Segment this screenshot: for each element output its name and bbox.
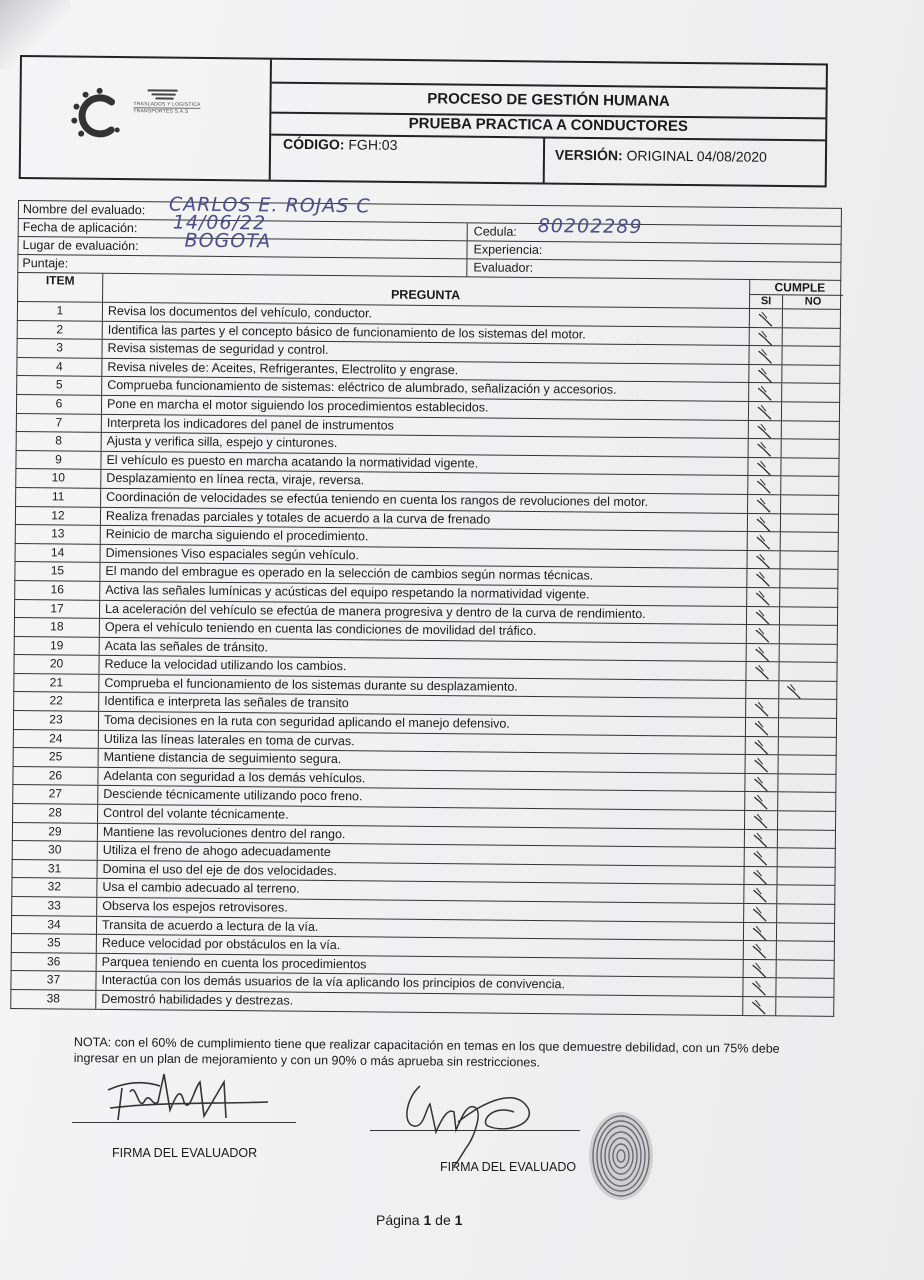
si-cell[interactable]: [744, 811, 778, 829]
item-number: 20: [14, 655, 99, 673]
item-number: 13: [16, 525, 101, 543]
document-title: PRUEBA PRACTICA A CONDUCTORES: [271, 112, 825, 142]
question-text: Activa las señales lumínicas y acústicas del equipo respetando la normatividad vigente.: [105, 582, 590, 602]
no-cell[interactable]: [779, 570, 839, 588]
item-number: 33: [12, 897, 97, 915]
question-text: Ajusta y verifica silla, espejo y cinturones.: [106, 434, 338, 451]
item-number: 17: [15, 599, 100, 617]
question-text: Utiliza las líneas laterales en toma de curvas.: [103, 731, 355, 748]
page-current: 1: [423, 1212, 432, 1228]
evaluator-signature: [100, 1062, 270, 1126]
no-cell[interactable]: [779, 588, 839, 606]
no-cell[interactable]: [781, 439, 841, 457]
question-column-header: PREGUNTA: [390, 287, 461, 303]
question-text: Reduce la velocidad utilizando los cambios.: [104, 657, 347, 674]
score-label: Puntaje:: [22, 256, 69, 271]
question-text: Control del volante técnicamente.: [103, 805, 289, 822]
question-text: Interactúa con los demás usuarios de la vía aplicando los principios de convivencia.: [101, 973, 566, 992]
item-number: 24: [14, 730, 99, 748]
no-cell[interactable]: [780, 495, 840, 513]
question-text: Dimensiones Viso espaciales según vehículo.: [105, 545, 360, 563]
note-text: NOTA: con el 60% de cumplimiento tiene que realizar capacitación en temas en los que demuestre debilidad, con un 75% debe ingresar en un plan de mejoramiento y con un 90% o más aprueba sin restricciones.: [73, 1035, 780, 1070]
question-text: El mando del embrague es operado en la selección de cambios según normas técnicas.: [105, 564, 594, 583]
no-cell[interactable]: [781, 365, 841, 383]
company-logo-icon: [69, 86, 130, 147]
evaluated-signature-line: [370, 1130, 580, 1131]
item-number: 15: [15, 562, 100, 580]
cumple-label: CUMPLE: [774, 280, 826, 295]
item-number: 14: [16, 544, 101, 562]
no-cell[interactable]: [778, 681, 838, 699]
item-number: 30: [13, 841, 98, 859]
question-text: Utiliza el freno de ahogo adecuadamente: [102, 843, 331, 860]
no-cell[interactable]: [776, 923, 836, 941]
si-cell[interactable]: [744, 848, 778, 866]
process-title: PROCESO DE GESTIÓN HUMANA: [271, 82, 825, 120]
item-number: 38: [11, 990, 96, 1008]
item-number: 6: [17, 395, 102, 413]
no-cell[interactable]: [778, 718, 838, 736]
si-cell[interactable]: [745, 718, 779, 736]
date-label: Fecha de aplicación:: [22, 220, 138, 236]
logo-cell: [21, 57, 272, 180]
item-number: 1: [18, 302, 103, 320]
no-cell[interactable]: [782, 328, 842, 346]
id-cell: [467, 214, 844, 244]
no-cell[interactable]: [776, 867, 836, 885]
si-cell[interactable]: [746, 588, 780, 606]
no-cell[interactable]: [781, 402, 841, 420]
id-value: 80202289: [537, 214, 643, 238]
item-number: 5: [17, 376, 102, 394]
document-code: [283, 136, 398, 153]
experience-cell: [466, 241, 843, 262]
question-text: Demostró habilidades y destrezas.: [101, 991, 294, 1008]
logo-text-line2: TRANSPORTES S.A.S: [133, 108, 189, 115]
code-value: FGH:03: [348, 136, 398, 153]
no-cell[interactable]: [780, 532, 840, 550]
question-text: Identifica las partes y el concepto básico de funcionamiento de los sistemas del motor.: [107, 322, 586, 342]
si-cell[interactable]: [749, 328, 783, 346]
no-cell[interactable]: [777, 849, 837, 867]
si-cell[interactable]: [747, 514, 781, 532]
no-cell[interactable]: [780, 514, 840, 532]
page-total: 1: [454, 1212, 463, 1228]
question-text: Usa el cambio adecuado al terreno.: [102, 880, 300, 897]
si-cell[interactable]: [743, 885, 777, 903]
question-text: Adelanta con seguridad a los demás vehículos.: [103, 768, 366, 786]
item-number: 37: [11, 971, 96, 989]
no-cell[interactable]: [780, 477, 840, 495]
si-cell[interactable]: [745, 699, 779, 717]
si-cell[interactable]: [748, 365, 782, 383]
version-value: ORIGINAL 04/08/2020: [626, 147, 767, 165]
si-cell[interactable]: [744, 774, 778, 792]
question-text: Acata las señales de tránsito.: [104, 638, 269, 655]
si-cell[interactable]: [743, 904, 777, 922]
no-cell[interactable]: [779, 607, 839, 625]
si-cell[interactable]: [748, 383, 782, 401]
no-cell[interactable]: [777, 774, 837, 792]
logo-text-line1: TRASLADOS Y LOGISTICA: [133, 101, 201, 108]
si-cell[interactable]: [746, 551, 780, 569]
document-header: [19, 55, 828, 187]
item-number: 28: [13, 804, 98, 822]
no-cell[interactable]: [777, 793, 837, 811]
si-cell[interactable]: [747, 495, 781, 513]
version-cell: [543, 136, 827, 185]
no-cell[interactable]: [779, 551, 839, 569]
question-text: Reduce velocidad por obstáculos en la vía.: [101, 936, 341, 953]
question-text: Transita de acuerdo a lectura de la vía.: [101, 917, 319, 934]
si-cell[interactable]: [745, 681, 779, 699]
si-cell[interactable]: [748, 346, 782, 364]
evaluator-label: Evaluador:: [473, 260, 534, 275]
si-column-header: SI: [750, 295, 783, 308]
si-cell[interactable]: [747, 532, 781, 550]
no-cell[interactable]: [775, 979, 835, 997]
si-cell[interactable]: [743, 867, 777, 885]
question-text: El vehículo es puesto en marcha acatando la normatividad vigente.: [106, 452, 479, 471]
question-text: Mantiene las revoluciones dentro del rango.: [102, 824, 346, 841]
evaluator-cell: [466, 259, 843, 280]
si-cell[interactable]: [745, 737, 779, 755]
question-text: Opera el vehículo teniendo en cuenta las condiciones de movilidad del tráfico.: [104, 619, 537, 639]
question-text: Mantiene distancia de seguimiento segura.: [103, 750, 342, 767]
question-text: Reinicio de marcha siguiendo el procedimiento.: [105, 526, 369, 544]
page-prefix: Página: [376, 1212, 420, 1228]
si-cell[interactable]: [744, 792, 778, 810]
item-number: 7: [17, 414, 102, 432]
no-cell[interactable]: [777, 830, 837, 848]
version-label: VERSIÓN:: [554, 146, 623, 164]
question-text: Parquea teniendo en cuenta los procedimientos: [101, 954, 367, 972]
question-text: Toma decisiones en la ruta con seguridad aplicando el manejo defensivo.: [103, 712, 510, 731]
no-cell[interactable]: [778, 756, 838, 774]
item-number: 9: [16, 451, 101, 469]
si-cell[interactable]: [746, 569, 780, 587]
item-number: 21: [14, 674, 99, 692]
item-number: 22: [14, 692, 99, 710]
item-number: 23: [14, 711, 99, 729]
item-number: 11: [16, 488, 101, 506]
question-text: Revisa los documentos del vehículo, conductor.: [107, 303, 373, 321]
question-text: Comprueba el funcionamiento de los sistemas durante su desplazamiento.: [104, 675, 518, 694]
si-cell[interactable]: [745, 755, 779, 773]
no-cell[interactable]: [776, 904, 836, 922]
question-text: Pone en marcha el motor siguiendo los procedimientos establecidos.: [106, 396, 489, 415]
no-cell[interactable]: [781, 421, 841, 439]
si-cell[interactable]: [749, 309, 783, 327]
evaluator-signature-label: FIRMA DEL EVALUADOR: [112, 1146, 258, 1160]
si-cell[interactable]: [747, 458, 781, 476]
no-cell[interactable]: [778, 737, 838, 755]
place-value: BOGOTA: [184, 229, 272, 253]
question-text: Revisa sistemas de seguridad y control.: [107, 341, 329, 358]
no-cell[interactable]: [777, 811, 837, 829]
experience-label: Experiencia:: [473, 242, 543, 258]
no-column-header: NO: [804, 295, 822, 308]
no-cell[interactable]: [782, 309, 842, 327]
question-text: Revisa niveles de: Aceites, Refrigerantes, Electrolito y engrase.: [107, 359, 459, 378]
evaluator-signature-line: [72, 1122, 296, 1123]
item-number: 25: [14, 748, 99, 766]
item-number: 31: [12, 860, 97, 878]
item-number: 36: [12, 953, 97, 971]
evaluation-form: [10, 193, 842, 1016]
si-cell[interactable]: [744, 830, 778, 848]
si-cell[interactable]: [746, 644, 780, 662]
logo-text: [133, 101, 200, 115]
question-text: Identifica e interpreta las señales de transito: [104, 694, 349, 711]
id-label: Cedula:: [473, 224, 517, 239]
item-number: 2: [18, 321, 103, 339]
question-text: La aceleración del vehículo se efectúa de manera progresiva y dentro de la curva de rendimiento.: [105, 601, 646, 621]
no-cell[interactable]: [779, 625, 839, 643]
item-number: 8: [17, 432, 102, 450]
question-text: Desciende técnicamente utilizando poco freno.: [103, 787, 363, 804]
item-number: 32: [12, 878, 97, 896]
question-text: Realiza frenadas parciales y totales de acuerdo a la curva de frenado: [105, 508, 491, 527]
si-cell[interactable]: [742, 997, 776, 1015]
item-column-header: ITEM: [18, 273, 103, 302]
si-cell[interactable]: [743, 960, 777, 978]
item-number: 10: [16, 469, 101, 487]
item-number: 18: [15, 618, 100, 636]
si-cell[interactable]: [743, 941, 777, 959]
item-number: 3: [17, 339, 102, 357]
si-cell[interactable]: [747, 476, 781, 494]
question-text: Domina el uso del eje de dos velocidades.: [102, 861, 337, 878]
si-cell[interactable]: [748, 402, 782, 420]
fingerprint-icon: [586, 1108, 656, 1204]
si-cell[interactable]: [742, 978, 776, 996]
page-sep: de: [435, 1212, 451, 1228]
question-text: Observa los espejos retrovisores.: [102, 898, 288, 915]
no-cell[interactable]: [779, 644, 839, 662]
item-number: 29: [13, 823, 98, 841]
no-cell[interactable]: [778, 663, 838, 681]
no-cell[interactable]: [778, 700, 838, 718]
item-number: 26: [13, 767, 98, 785]
question-rows: [10, 302, 841, 1016]
no-cell[interactable]: [781, 384, 841, 402]
document-version: [555, 147, 767, 165]
no-cell[interactable]: [781, 347, 841, 365]
item-number: 4: [17, 358, 102, 376]
question-text: Comprueba funcionamiento de sistemas: eléctrico de alumbrado, señalización y accesorios.: [107, 378, 617, 398]
no-cell[interactable]: [780, 458, 840, 476]
item-number: 27: [13, 785, 98, 803]
si-cell[interactable]: [745, 662, 779, 680]
item-number: 34: [12, 916, 97, 934]
item-number: 35: [12, 934, 97, 952]
question-text: Desplazamiento en línea recta, viraje, reversa.: [106, 471, 365, 488]
evaluated-signature: [396, 1078, 546, 1168]
evaluated-signature-label: FIRMA DEL EVALUADO: [440, 1160, 577, 1174]
date-value: 14/06/22: [172, 211, 267, 235]
item-number: 12: [16, 507, 101, 525]
name-value: CARLOS E. ROJAS C: [168, 193, 371, 218]
si-cell[interactable]: [748, 421, 782, 439]
cumple-column-header: [749, 280, 843, 309]
si-cell[interactable]: [748, 439, 782, 457]
name-label: Nombre del evaluado:: [22, 202, 146, 218]
question-text: Coordinación de velocidades se efectúa teniendo en cuenta los rangos de revoluciones del motor.: [106, 489, 649, 510]
si-cell[interactable]: [746, 625, 780, 643]
no-cell[interactable]: [776, 941, 836, 959]
no-cell[interactable]: [776, 960, 836, 978]
item-number: 16: [15, 581, 100, 599]
item-number: 19: [15, 637, 100, 655]
no-cell[interactable]: [775, 997, 835, 1015]
si-cell[interactable]: [743, 923, 777, 941]
no-cell[interactable]: [776, 886, 836, 904]
si-cell[interactable]: [746, 607, 780, 625]
cumple-title: [750, 280, 843, 296]
question-text: Interpreta los indicadores del panel de instrumentos: [106, 415, 394, 433]
page-number: [376, 1212, 462, 1228]
place-label: Lugar de evaluación:: [22, 238, 139, 254]
code-label: CÓDIGO:: [283, 135, 345, 153]
